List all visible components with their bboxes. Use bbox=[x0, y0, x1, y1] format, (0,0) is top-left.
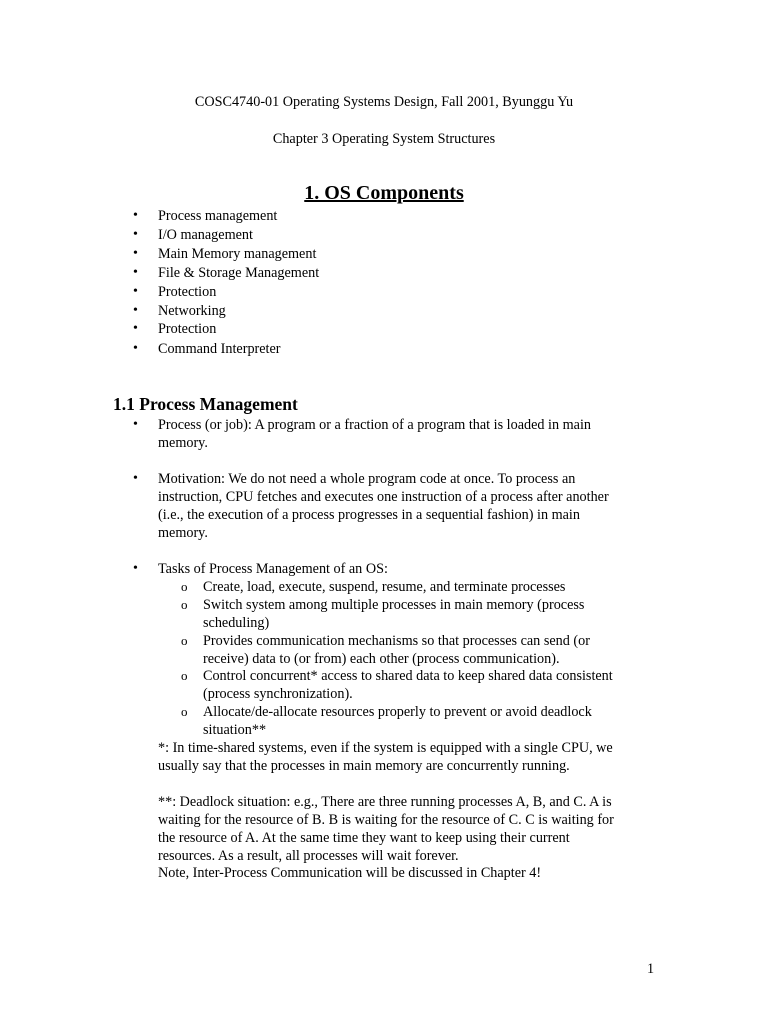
paragraph-line: (i.e., the execution of a process progresses in a sequential fashion) in main bbox=[158, 507, 580, 523]
task-item: Provides communication mechanisms so that processes can send (or bbox=[203, 633, 590, 649]
list-item: Protection bbox=[158, 284, 217, 300]
bullet-icon: • bbox=[133, 265, 138, 280]
circle-bullet-icon: o bbox=[181, 597, 188, 612]
section-title-os-components: 1. OS Components bbox=[304, 182, 464, 204]
bullet-icon: • bbox=[133, 341, 138, 356]
circle-bullet-icon: o bbox=[181, 668, 188, 683]
bullet-icon: • bbox=[133, 321, 138, 336]
bullet-icon: • bbox=[133, 561, 138, 576]
tasks-heading: Tasks of Process Management of an OS: bbox=[158, 561, 388, 577]
bullet-icon: • bbox=[133, 303, 138, 318]
footnote-line: usually say that the processes in main memory are concurrently running. bbox=[158, 758, 570, 774]
bullet-icon: • bbox=[133, 227, 138, 242]
bullet-icon: • bbox=[133, 246, 138, 261]
list-item: Networking bbox=[158, 303, 226, 319]
bullet-icon: • bbox=[133, 284, 138, 299]
bullet-icon: • bbox=[133, 208, 138, 223]
task-item: (process synchronization). bbox=[203, 686, 353, 702]
list-item: Process management bbox=[158, 208, 278, 224]
course-header: COSC4740-01 Operating Systems Design, Fall 2001, Byunggu Yu bbox=[194, 94, 574, 110]
list-item: I/O management bbox=[158, 227, 253, 243]
paragraph-line: memory. bbox=[158, 435, 208, 451]
footnote-line: *: In time-shared systems, even if the system is equipped with a single CPU, we bbox=[158, 740, 613, 756]
footnote-line: the resource of A. At the same time they want to keep using their current bbox=[158, 830, 570, 846]
list-item: Main Memory management bbox=[158, 246, 317, 262]
task-item: scheduling) bbox=[203, 615, 270, 631]
chapter-header: Chapter 3 Operating System Structures bbox=[272, 131, 496, 147]
paragraph-line: Motivation: We do not need a whole program code at once. To process an bbox=[158, 471, 576, 487]
paragraph-line: instruction, CPU fetches and executes one instruction of a process after another bbox=[158, 489, 609, 505]
page-number: 1 bbox=[647, 961, 655, 977]
task-item: Control concurrent* access to shared data to keep shared data consistent bbox=[203, 668, 613, 684]
footnote-line: Note, Inter-Process Communication will be discussed in Chapter 4! bbox=[158, 865, 542, 881]
paragraph-line: Process (or job): A program or a fraction of a program that is loaded in main bbox=[158, 417, 591, 433]
section-title-process-management: 1.1 Process Management bbox=[113, 394, 298, 414]
circle-bullet-icon: o bbox=[181, 633, 188, 648]
task-item: Switch system among multiple processes in main memory (process bbox=[203, 597, 585, 613]
footnote-line: resources. As a result, all processes will wait forever. bbox=[158, 848, 459, 864]
list-item: File & Storage Management bbox=[158, 265, 320, 281]
circle-bullet-icon: o bbox=[181, 704, 188, 719]
paragraph-line: memory. bbox=[158, 525, 208, 541]
footnote-line: waiting for the resource of B. B is waiting for the resource of C. C is waiting for bbox=[158, 812, 614, 828]
task-item: situation** bbox=[203, 722, 267, 738]
task-item: Allocate/de-allocate resources properly to prevent or avoid deadlock bbox=[203, 704, 592, 720]
footnote-line: **: Deadlock situation: e.g., There are three running processes A, B, and C. A is bbox=[158, 794, 612, 810]
task-item: Create, load, execute, suspend, resume, and terminate processes bbox=[203, 579, 566, 595]
task-item: receive) data to (or from) each other (process communication). bbox=[203, 651, 560, 667]
bullet-icon: • bbox=[133, 471, 138, 486]
circle-bullet-icon: o bbox=[181, 579, 188, 594]
list-item: Command Interpreter bbox=[158, 341, 281, 357]
list-item: Protection bbox=[158, 321, 217, 337]
bullet-icon: • bbox=[133, 417, 138, 432]
